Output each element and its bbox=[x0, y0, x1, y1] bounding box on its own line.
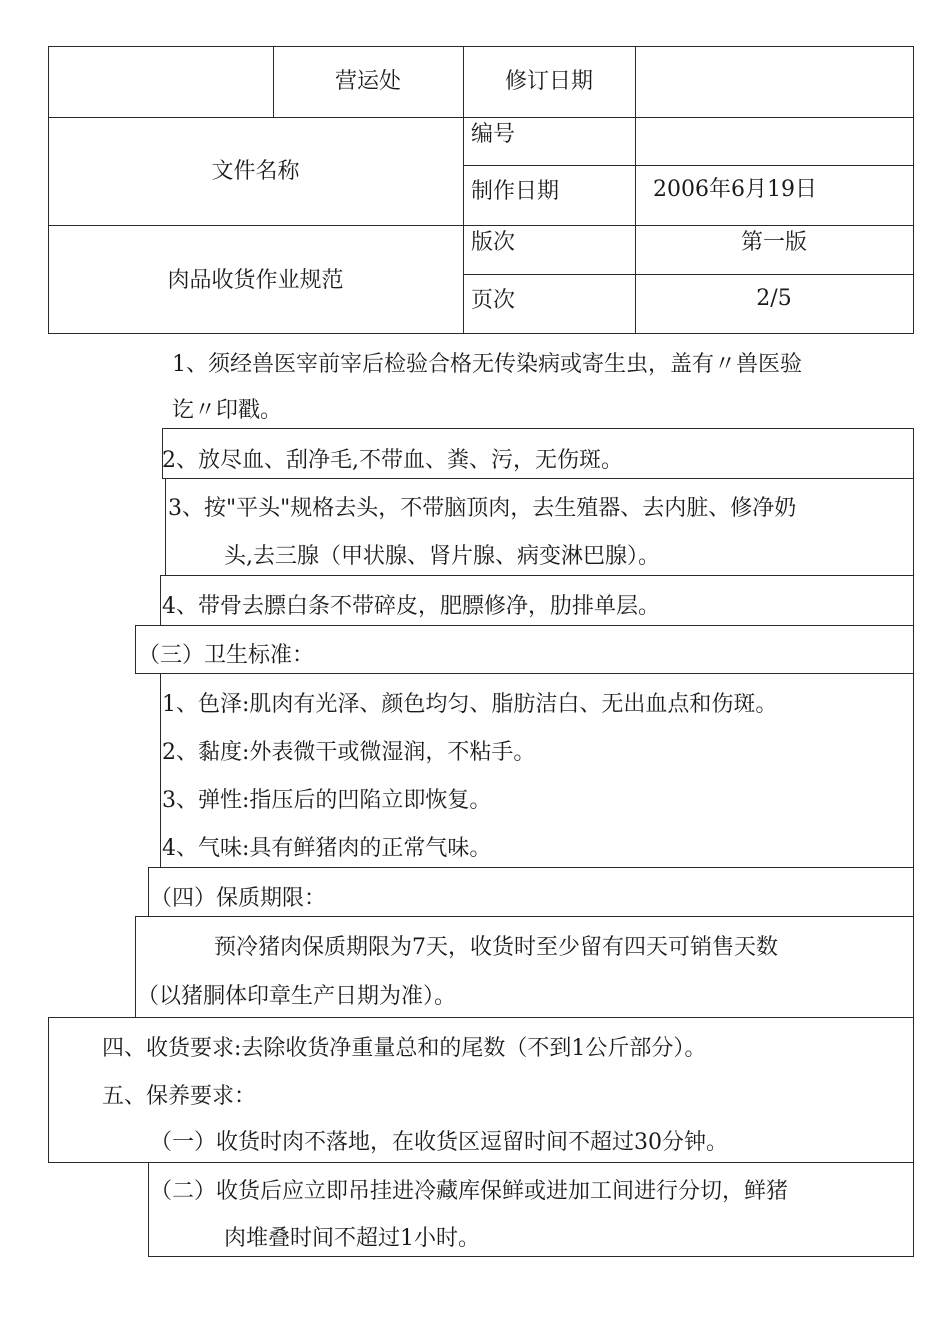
item-1-line-a: 1、须经兽医宰前宰后检验合格无传染病或寄生虫，盖有〃兽医验 bbox=[172, 352, 802, 377]
hygiene-item-4: 4、气味:具有鲜猪肉的正常气味。 bbox=[162, 836, 492, 861]
hygiene-section-title: （三）卫生标准： bbox=[138, 643, 315, 668]
hygiene-item-2: 2、黏度:外表微干或微湿润，不粘手。 bbox=[162, 740, 536, 765]
document-title: 肉品收货作业规范 bbox=[167, 268, 344, 293]
doc-number-label: 编号 bbox=[471, 122, 516, 147]
item-4: 4、带骨去膘白条不带碎皮，肥膘修净，肋排单层。 bbox=[162, 594, 660, 619]
page-label: 页次 bbox=[471, 288, 516, 313]
item-3-line-b: 头,去三腺（甲状腺、肾片腺、病变淋巴腺）。 bbox=[224, 544, 660, 569]
doc-name-label: 文件名称 bbox=[211, 159, 300, 184]
department-cell: 营运处 bbox=[334, 69, 401, 94]
edition-value: 第一版 bbox=[740, 230, 807, 255]
shelf-life-title: （四）保质期限： bbox=[150, 886, 327, 911]
revision-date-label: 修订日期 bbox=[504, 69, 593, 94]
shelf-life-line-b: （以猪胴体印章生产日期为准）。 bbox=[137, 984, 457, 1009]
maintenance-requirement-title: 五、保养要求： bbox=[102, 1084, 257, 1109]
hygiene-item-1: 1、色泽:肌肉有光泽、颜色均匀、脂肪洁白、无出血点和伤斑。 bbox=[162, 692, 778, 717]
hygiene-item-3: 3、弹性:指压后的凹陷立即恢复。 bbox=[162, 788, 492, 813]
page-number: 2/5 bbox=[756, 286, 792, 311]
maintenance-item-2-line-b: 肉堆叠时间不超过1小时。 bbox=[224, 1226, 480, 1251]
created-date-value: 2006年6月19日 bbox=[653, 177, 817, 202]
item-1-line-b: 讫〃印戳。 bbox=[172, 398, 283, 423]
receiving-requirement: 四、收货要求:去除收货净重量总和的尾数（不到1公斤部分）。 bbox=[102, 1036, 707, 1061]
maintenance-item-2-line-a: （二）收货后应立即吊挂进冷藏库保鲜或进加工间进行分切，鲜猪 bbox=[150, 1179, 789, 1204]
maintenance-item-1: （一）收货时肉不落地，在收货区逗留时间不超过30分钟。 bbox=[150, 1130, 728, 1155]
created-date-label: 制作日期 bbox=[471, 179, 560, 204]
shelf-life-line-a: 预冷猪肉保质期限为7天，收货时至少留有四天可销售天数 bbox=[214, 935, 778, 960]
item-3-line-a: 3、按"平头"规格去头，不带脑顶肉，去生殖器、去内脏、修净奶 bbox=[168, 496, 797, 521]
edition-label: 版次 bbox=[471, 230, 516, 255]
item-2: 2、放尽血、刮净毛,不带血、粪、污，无伤斑。 bbox=[162, 448, 623, 473]
